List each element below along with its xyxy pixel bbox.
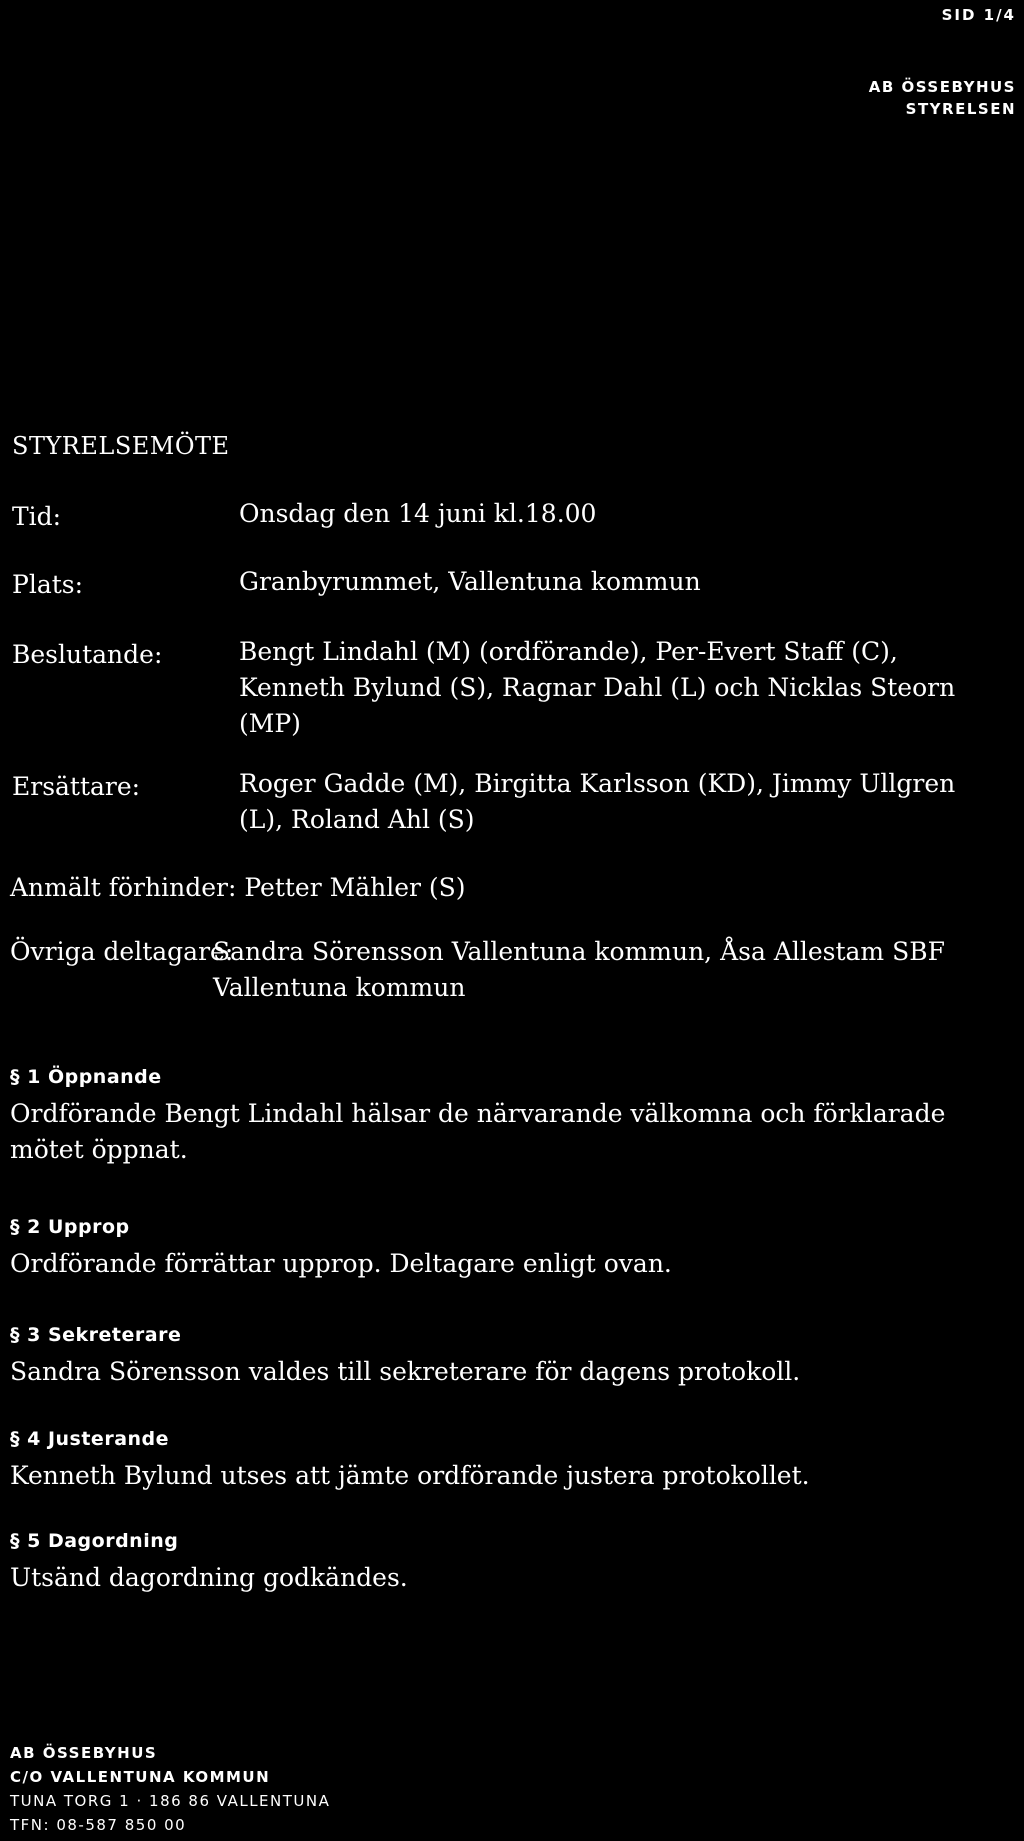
deciding-value: Bengt Lindahl (M) (ordförande), Per-Evert Staff (C), Kenneth Bylund (S), Ragnar Dahl (L) och Nicklas Steorn (MP) <box>239 637 956 738</box>
document-footer <box>10 1741 330 1837</box>
deciding-label: Beslutande: <box>12 640 163 669</box>
others-label: Övriga deltagare: <box>10 937 234 966</box>
footer-phone: TFN: 08-587 850 00 <box>10 1816 187 1834</box>
time-label: Tid: <box>12 502 62 531</box>
place-label: Plats: <box>12 570 84 599</box>
section-1-body: Ordförande Bengt Lindahl hälsar de närvarande välkomna och förklarade mötet öppnat. <box>10 1099 946 1164</box>
others-value: Sandra Sörensson Vallentuna kommun, Åsa Allestam SBF Vallentuna kommun <box>213 937 945 1002</box>
substitutes-label: Ersättare: <box>12 772 141 801</box>
document-header <box>869 76 1016 120</box>
footer-org-name: AB ÖSSEBYHUS <box>10 1744 158 1762</box>
page-number: SID 1/4 <box>941 6 1016 24</box>
section-4-body: Kenneth Bylund utses att jämte ordförande justera protokollet. <box>10 1461 810 1490</box>
absent-label: Anmält förhinder: <box>10 873 237 902</box>
section-1-heading: § 1 Öppnande <box>10 1066 162 1088</box>
header-org-unit: STYRELSEN <box>905 100 1016 118</box>
substitutes-value: Roger Gadde (M), Birgitta Karlsson (KD), Jimmy Ullgren (L), Roland Ahl (S) <box>239 769 956 834</box>
time-value: Onsdag den 14 juni kl.18.00 <box>239 499 597 528</box>
footer-address: TUNA TORG 1 · 186 86 VALLENTUNA <box>10 1792 331 1810</box>
document-title: STYRELSEMÖTE <box>12 432 230 460</box>
section-2-heading: § 2 Upprop <box>10 1216 130 1238</box>
section-3-heading: § 3 Sekreterare <box>10 1324 182 1346</box>
place-value: Granbyrummet, Vallentuna kommun <box>239 567 701 596</box>
section-5-body: Utsänd dagordning godkändes. <box>10 1563 408 1592</box>
absent-value: Petter Mähler (S) <box>244 873 466 902</box>
header-org-name: AB ÖSSEBYHUS <box>868 78 1016 96</box>
footer-care-of: C/O VALLENTUNA KOMMUN <box>10 1768 271 1786</box>
section-4-heading: § 4 Justerande <box>10 1428 170 1450</box>
section-5-heading: § 5 Dagordning <box>10 1530 179 1552</box>
absent-line <box>10 870 1010 906</box>
section-2-body: Ordförande förrättar upprop. Deltagare enligt ovan. <box>10 1249 672 1278</box>
section-3-body: Sandra Sörensson valdes till sekreterare för dagens protokoll. <box>10 1357 801 1386</box>
